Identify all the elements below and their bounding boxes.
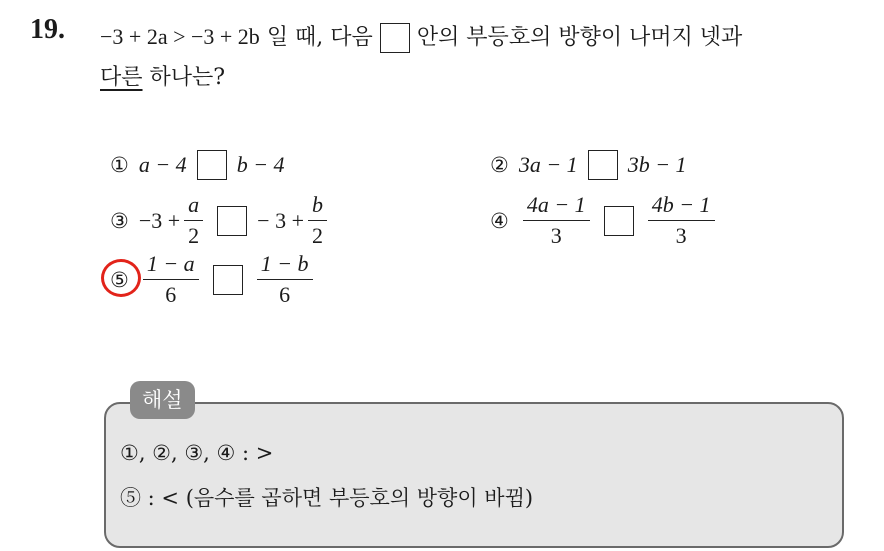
choice-left-fraction: [143, 252, 199, 307]
fraction-denominator: 6: [165, 282, 177, 308]
fraction-numerator: a: [184, 193, 203, 221]
fraction-numerator: 1 − b: [257, 252, 313, 280]
explanation-line-2: ⑤ : < (음수를 곱하면 부등호의 방향이 바뀜): [120, 486, 534, 510]
fraction-denominator: 3: [675, 223, 687, 249]
choice-number: ③: [110, 208, 129, 233]
choice-number: ①: [110, 153, 129, 177]
choice-number: ⑤: [110, 267, 129, 292]
choice-number: ④: [490, 208, 509, 233]
question-line-1: [100, 20, 742, 53]
choice-right-prefix: − 3 +: [257, 207, 304, 233]
underlined-word: 다른: [100, 65, 143, 90]
choice-blank-box: [604, 206, 634, 236]
question-number: 19.: [30, 14, 65, 45]
fraction-denominator: 2: [188, 223, 200, 249]
choice-5[interactable]: [110, 252, 317, 307]
fraction-denominator: 6: [279, 282, 291, 308]
fraction-numerator: 4b − 1: [648, 193, 715, 221]
explanation-label: 해설: [130, 381, 195, 419]
choice-blank-box: [213, 265, 243, 295]
choice-4[interactable]: [490, 193, 719, 248]
fraction-numerator: 4a − 1: [523, 193, 590, 221]
condition-inequality: −3 + 2a > −3 + 2b: [100, 24, 260, 49]
choice-right-fraction: [257, 252, 313, 307]
question-text-end: 하나는?: [149, 65, 226, 90]
fraction-numerator: 1 − a: [143, 252, 199, 280]
choice-3[interactable]: [110, 193, 331, 248]
choice-left-expr: a − 4: [138, 152, 187, 177]
choice-left-prefix: −3 +: [138, 207, 181, 233]
choice-blank-box: [197, 150, 227, 180]
choice-blank-box: [588, 150, 618, 180]
explanation-box: [104, 402, 844, 548]
choice-right-expr: 3b − 1: [627, 152, 687, 177]
choice-right-fraction: [648, 193, 715, 248]
question-text-before-box: 일 때, 다음: [266, 25, 373, 50]
choice-left-fraction: [184, 193, 203, 248]
question-text-after-box: 안의 부등호의 방향이 나머지 넷과: [416, 25, 743, 50]
choice-left-fraction: [523, 193, 590, 248]
question-line-2: [100, 60, 225, 91]
choice-1[interactable]: [110, 150, 285, 180]
choice-blank-box: [217, 206, 247, 236]
fraction-numerator: b: [308, 193, 327, 221]
choice-right-expr: b − 4: [236, 152, 285, 177]
choice-number: ②: [490, 153, 509, 177]
question-blank-box: [380, 23, 410, 53]
choice-left-expr: 3a − 1: [518, 152, 578, 177]
choice-2[interactable]: [490, 150, 687, 180]
choice-right-fraction: [308, 193, 327, 248]
fraction-denominator: 2: [311, 223, 323, 249]
explanation-line-1: ①, ②, ③, ④ : >: [120, 441, 274, 465]
fraction-denominator: 3: [550, 223, 562, 249]
